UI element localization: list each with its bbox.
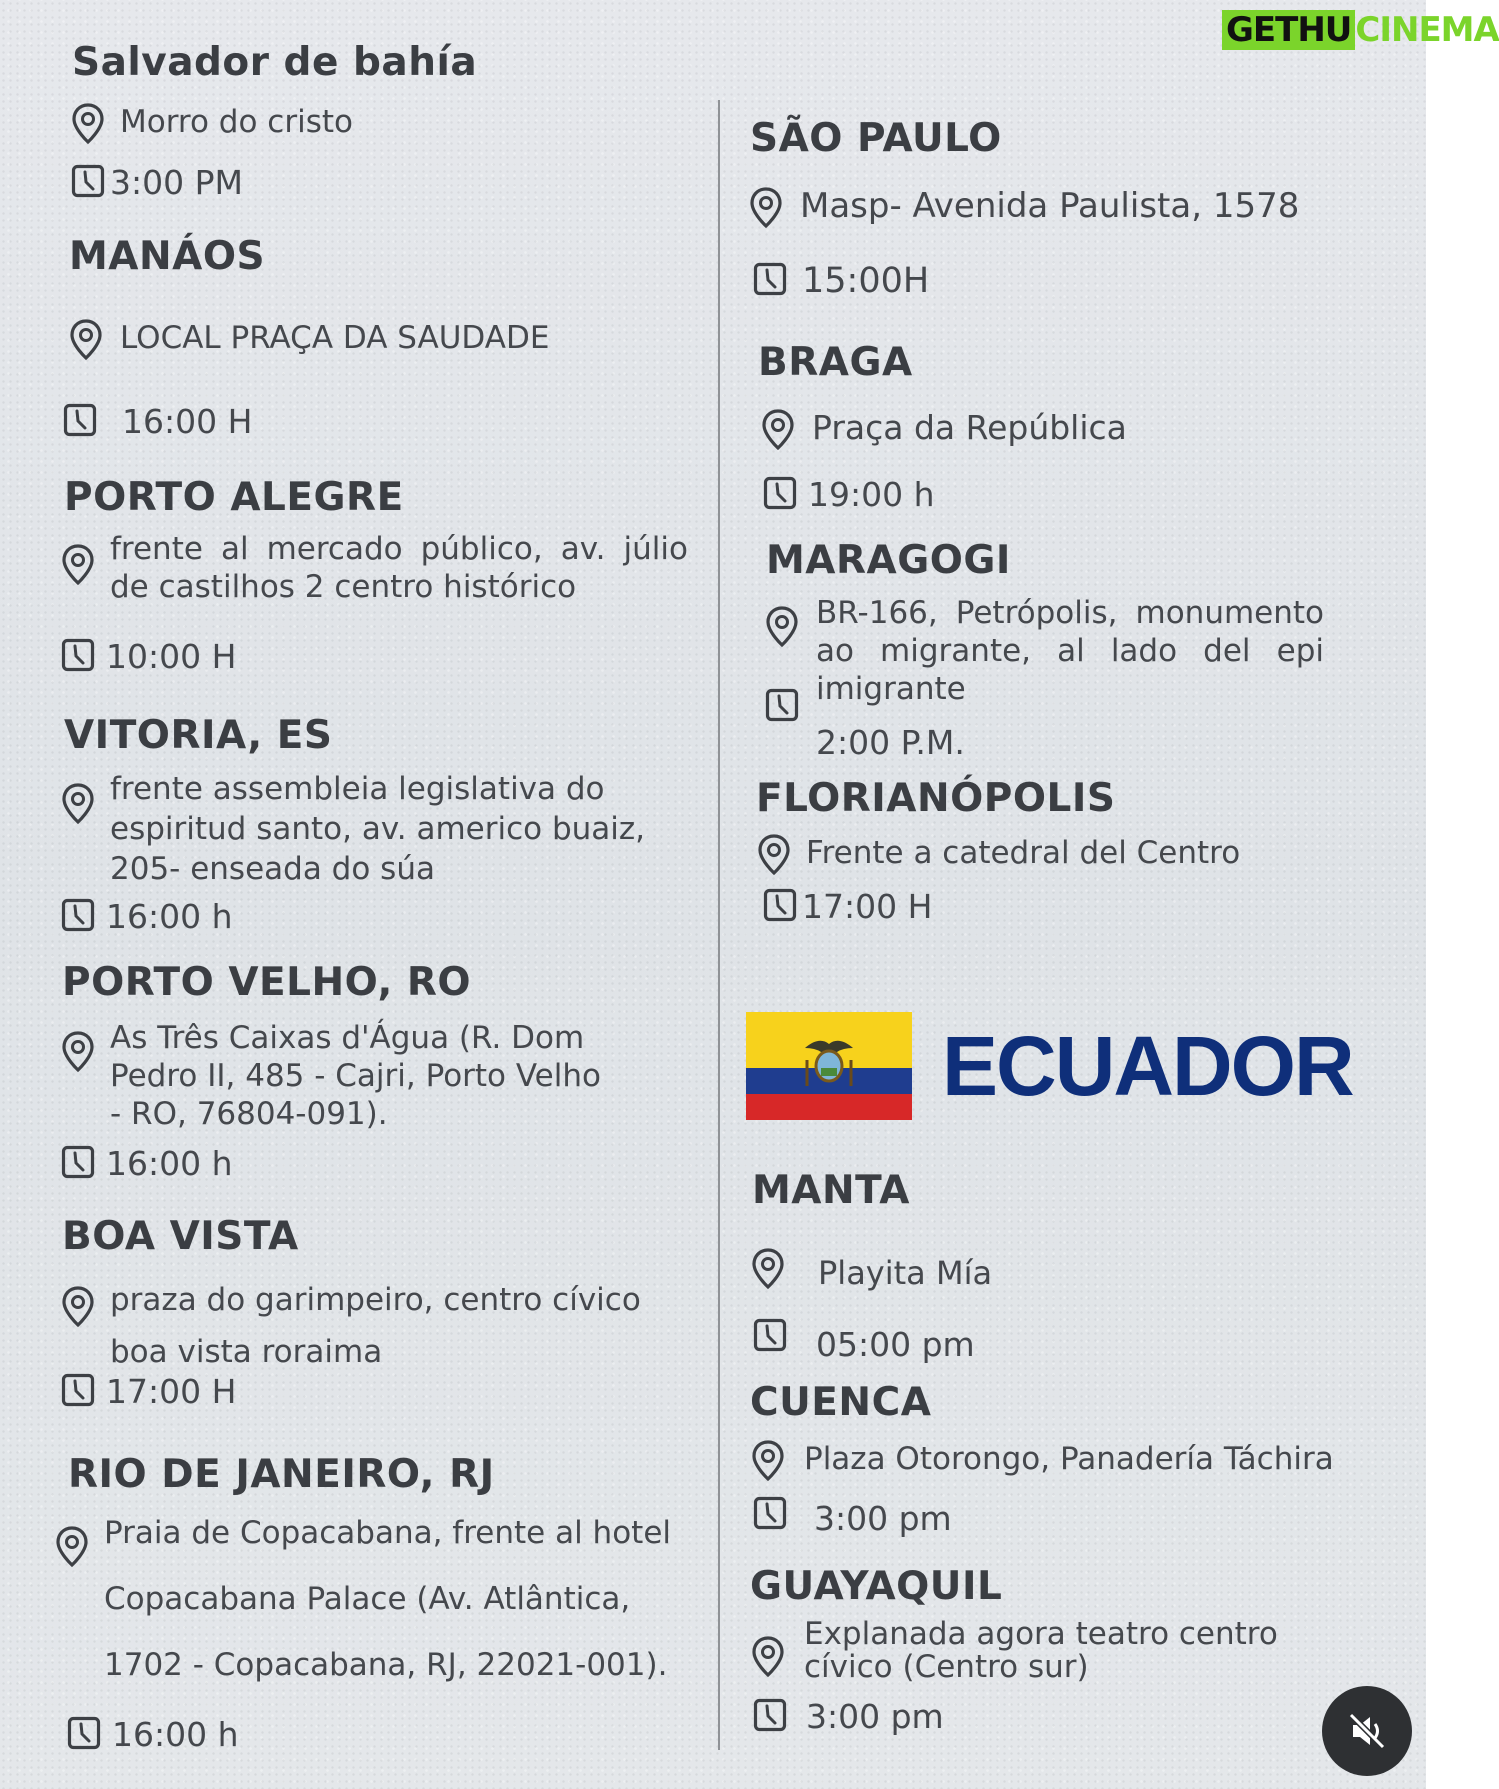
- venue-porto-alegre: [56, 530, 688, 606]
- time-florianopolis: [758, 888, 932, 926]
- clock-icon: [748, 1496, 792, 1530]
- venue-vitoria: [56, 769, 696, 889]
- location-pin-icon: [760, 606, 804, 648]
- venue-text: Plaza Otorongo, Panadería Táchira: [804, 1441, 1334, 1477]
- city-manaos: MANÁOS: [69, 234, 266, 279]
- mute-button[interactable]: [1322, 1686, 1412, 1776]
- city-florianopolis: FLORIANÓPOLIS: [756, 776, 1116, 821]
- venue-text: Frente a catedral del Centro: [806, 835, 1241, 871]
- clock-icon: [760, 688, 804, 722]
- location-pin-icon: [56, 544, 100, 586]
- location-pin-icon: [752, 834, 796, 876]
- venue-florianopolis: [752, 834, 1240, 876]
- time-text: 17:00 H: [802, 887, 933, 926]
- venue-manaos: [64, 319, 549, 361]
- venue-text: Praça da República: [812, 408, 1127, 447]
- venue-sao-paulo: [744, 187, 1299, 229]
- venue-guayaquil: [746, 1618, 1346, 1684]
- city-porto-alegre: PORTO ALEGRE: [64, 475, 404, 520]
- location-pin-icon: [746, 1440, 790, 1482]
- time-text: 17:00 H: [106, 1372, 237, 1411]
- venue-salvador: [66, 103, 353, 145]
- time-cuenca: [748, 1496, 952, 1538]
- venue-text: Masp- Avenida Paulista, 1578: [800, 186, 1300, 226]
- column-divider: [718, 100, 720, 1750]
- venue-text: Playita Mía: [818, 1254, 993, 1292]
- location-pin-icon: [746, 1248, 790, 1290]
- city-sao-paulo: SÃO PAULO: [750, 116, 1002, 161]
- ecuador-flag: [746, 1012, 912, 1120]
- city-vitoria: VITORIA, ES: [64, 713, 333, 758]
- time-braga: [758, 476, 935, 514]
- country-heading-ecuador: ECUADOR: [942, 1019, 1353, 1113]
- time-text: 2:00 P.M.: [816, 723, 965, 762]
- city-salvador: Salvador de bahía: [72, 40, 478, 85]
- location-pin-icon: [56, 1286, 100, 1328]
- venue-text: BR-166, Petrópolis, monumento ao migrante, al lado del epi imigrante: [816, 595, 1324, 707]
- time-text: 16:00 H: [122, 402, 253, 441]
- time-text: 3:00 PM: [110, 163, 243, 202]
- coat-of-arms-icon: [799, 1030, 859, 1090]
- time-rio-de-janeiro: [62, 1716, 239, 1754]
- clock-icon: [56, 1373, 100, 1407]
- city-guayaquil: GUAYAQUIL: [750, 1564, 1003, 1609]
- location-pin-icon: [56, 1031, 100, 1073]
- time-text: 19:00 h: [808, 475, 935, 514]
- venue-boa-vista: [56, 1274, 696, 1378]
- location-pin-icon: [56, 783, 100, 825]
- venue-rio-de-janeiro: [50, 1514, 710, 1698]
- speaker-muted-icon: [1345, 1709, 1389, 1753]
- time-maragogi: [760, 688, 965, 762]
- time-manta: [748, 1318, 975, 1364]
- venue-text: Morro do cristo: [120, 104, 353, 140]
- time-porto-velho: [56, 1145, 233, 1183]
- time-sao-paulo: [748, 262, 929, 300]
- city-boa-vista: BOA VISTA: [62, 1214, 299, 1259]
- city-braga: BRAGA: [758, 340, 913, 385]
- time-text: 15:00H: [802, 261, 930, 301]
- venue-text: As Três Caixas d'Água (R. Dom Pedro II, 485 - Cajri, Porto Velho - RO, 76804-091).: [110, 1020, 601, 1132]
- logo-part-1: GETHU: [1222, 10, 1355, 50]
- time-salvador: [66, 164, 243, 202]
- city-cuenca: CUENCA: [750, 1380, 932, 1425]
- venue-text: Praia de Copacabana, frente al hotel Copacabana Palace (Av. Atlântica, 1702 - Copacabana, RJ, 22021-001).: [104, 1515, 672, 1683]
- clock-icon: [66, 164, 110, 198]
- venue-porto-velho: [56, 1019, 656, 1133]
- clock-icon: [748, 1698, 792, 1732]
- clock-icon: [58, 403, 102, 437]
- venue-text: frente assembleia legislativa do espiritud santo, av. americo buaiz, 205- enseada do súa: [110, 771, 646, 887]
- city-maragogi: MARAGOGI: [766, 538, 1011, 583]
- gethu-cinema-logo: [1222, 8, 1499, 52]
- time-text: 10:00 H: [106, 637, 237, 676]
- clock-icon: [758, 476, 802, 510]
- venue-text: LOCAL PRAÇA DA SAUDADE: [120, 320, 550, 356]
- clock-icon: [56, 898, 100, 932]
- venue-manta: [746, 1248, 992, 1292]
- clock-icon: [62, 1716, 106, 1750]
- venue-text: Explanada agora teatro centro cívico (Centro sur): [804, 1616, 1278, 1685]
- city-porto-velho: PORTO VELHO, RO: [62, 960, 472, 1005]
- clock-icon: [56, 638, 100, 672]
- location-pin-icon: [66, 103, 110, 145]
- clock-icon: [748, 1318, 792, 1352]
- time-text: 3:00 pm: [814, 1499, 952, 1538]
- time-text: 16:00 h: [112, 1715, 239, 1754]
- location-pin-icon: [746, 1636, 790, 1678]
- clock-icon: [56, 1145, 100, 1179]
- time-text: 16:00 h: [106, 1144, 233, 1183]
- time-text: 3:00 pm: [806, 1697, 944, 1736]
- venue-text: praza do garimpeiro, centro cívico boa vista roraima: [110, 1282, 641, 1370]
- clock-icon: [748, 262, 792, 296]
- venue-text: frente al mercado público, av. júlio de castilhos 2 centro histórico: [110, 531, 688, 605]
- clock-icon: [758, 888, 802, 922]
- location-pin-icon: [756, 409, 800, 451]
- location-pin-icon: [64, 319, 108, 361]
- city-rio-de-janeiro: RIO DE JANEIRO, RJ: [68, 1452, 495, 1497]
- time-guayaquil: [748, 1698, 944, 1736]
- city-manta: MANTA: [752, 1168, 910, 1213]
- venue-braga: [756, 409, 1127, 451]
- time-vitoria: [56, 898, 233, 936]
- time-porto-alegre: [56, 638, 236, 676]
- venue-cuenca: [746, 1440, 1334, 1482]
- location-pin-icon: [744, 187, 788, 229]
- logo-part-2: CINEMA: [1355, 10, 1499, 50]
- time-text: 16:00 h: [106, 897, 233, 936]
- location-pin-icon: [50, 1526, 94, 1568]
- time-text: 05:00 pm: [816, 1325, 975, 1364]
- time-boa-vista: [56, 1373, 236, 1411]
- time-manaos: [58, 403, 252, 441]
